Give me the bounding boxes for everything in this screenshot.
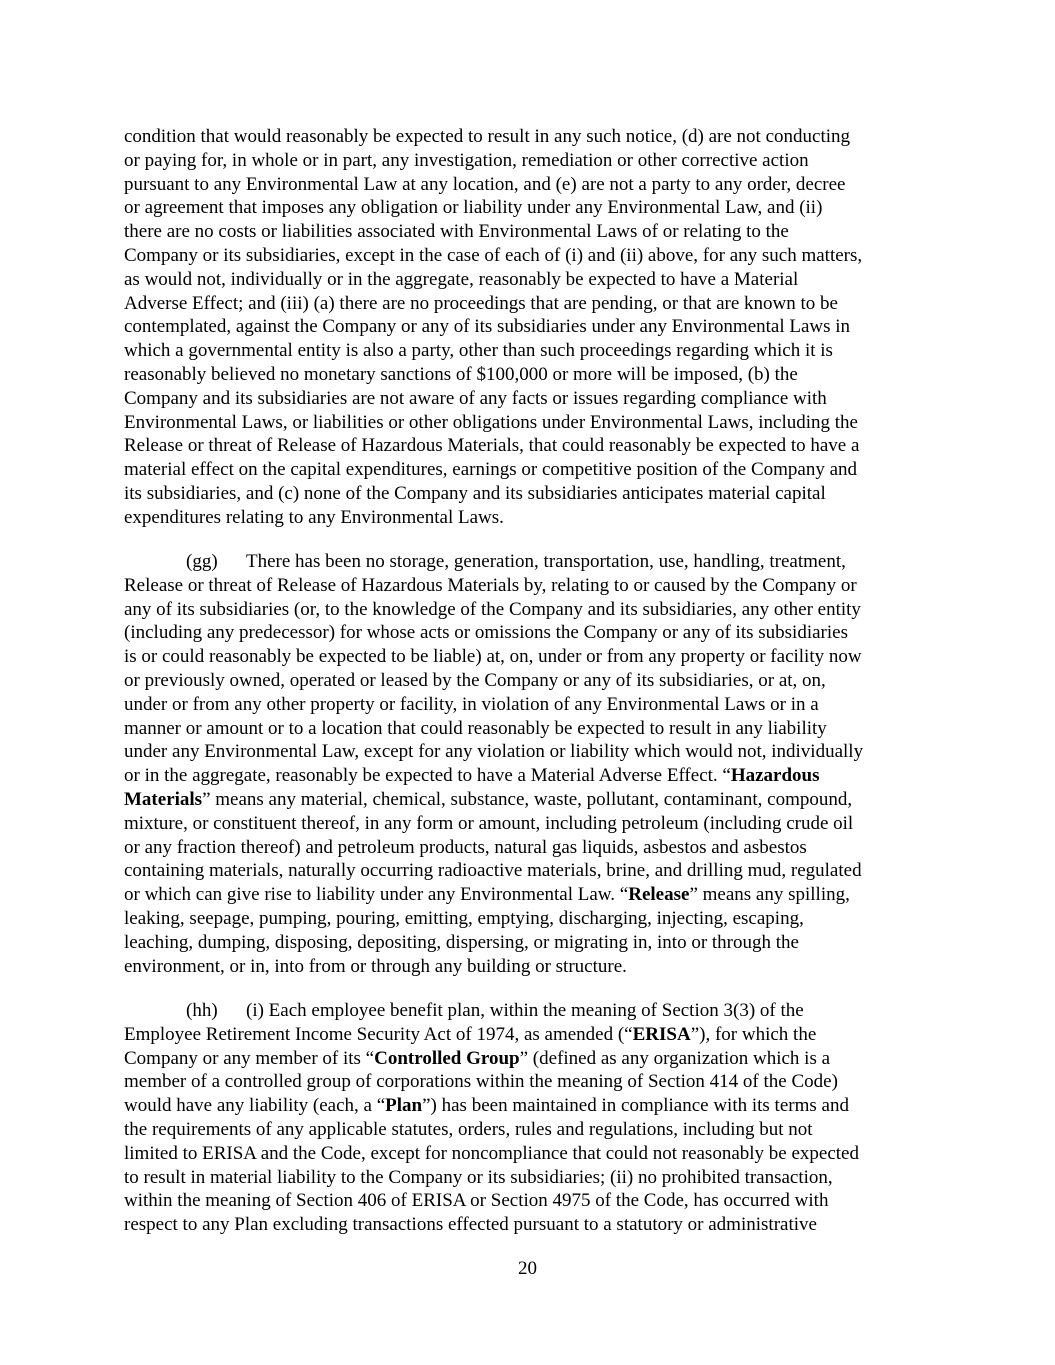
text-line: or any fraction thereof) and petroleum products, natural gas liquids, asbestos and asbestos	[124, 836, 807, 858]
text-line: Release or threat of Release of Hazardous Materials, that could reasonably be expected to have a	[124, 435, 860, 457]
text-line: the requirements of any applicable statutes, orders, rules and regulations, including but not	[124, 1118, 813, 1140]
text-line: Release or threat of Release of Hazardous Materials by, relating to or caused by the Company or	[124, 574, 857, 596]
text-line: limited to ERISA and the Code, except for noncompliance that could not reasonably be expected	[124, 1142, 859, 1164]
text-line: there are no costs or liabilities associated with Environmental Laws of or relating to the	[124, 221, 789, 243]
text-line	[124, 1047, 932, 1071]
text-line: any of its subsidiaries (or, to the knowledge of the Company and its subsidiaries, any other entity	[124, 598, 861, 620]
text-line	[124, 764, 932, 788]
text-line	[124, 999, 932, 1023]
text-line: Environmental Laws, or liabilities or other obligations under Environmental Laws, including the	[124, 411, 858, 433]
text-run: or which can give rise to liability under any Environmental Law. “	[124, 884, 629, 906]
text-line: condition that would reasonably be expected to result in any such notice, (d) are not conducting	[124, 126, 851, 147]
text-line: contemplated, against the Company or any of its subsidiaries under any Environmental Laws in	[124, 316, 851, 338]
paragraph-label: (hh)	[186, 1000, 218, 1021]
text-line: member of a controlled group of corporations within the meaning of Section 414 of the Code)	[124, 1071, 838, 1093]
text-run: or in the aggregate, reasonably be expected to have a Material Adverse Effect. “	[124, 765, 731, 787]
text-line: respect to any Plan excluding transactions effected pursuant to a statutory or administrative	[124, 1214, 817, 1236]
text-line: or previously owned, operated or leased by the Company or any of its subsidiaries, or at, on,	[124, 669, 826, 691]
text-run: ”) has been maintained in compliance with its terms and	[422, 1095, 849, 1117]
paragraph-ff-continuation	[124, 125, 932, 530]
text-line	[124, 1023, 932, 1047]
text-line: expenditures relating to any Environmental Laws.	[124, 506, 504, 528]
text-run: Employee Retirement Income Security Act of 1974, as amended (“	[124, 1023, 633, 1045]
text-line: pursuant to any Environmental Law at any location, and (e) are not a party to any order, decree	[124, 173, 846, 195]
text-run: There has been no storage, generation, transportation, use, handling, treatment,	[246, 551, 846, 572]
text-line: environment, or in, into from or through any building or structure.	[124, 955, 627, 977]
text-line	[124, 550, 932, 574]
text-line: under any Environmental Law, except for any violation or liability which would not, individually	[124, 741, 864, 763]
text-run: ” means any spilling,	[689, 884, 850, 906]
text-line: material effect on the capital expenditures, earnings or competitive position of the Company and	[124, 459, 858, 481]
text-line: or agreement that imposes any obligation or liability under any Environmental Law, and (ii)	[124, 197, 823, 219]
text-line: mixture, or constituent thereof, in any form or amount, including petroleum (including crude oil	[124, 812, 854, 834]
text-line: Company and its subsidiaries are not aware of any facts or issues regarding compliance with	[124, 387, 827, 409]
text-line: within the meaning of Section 406 of ERISA or Section 4975 of the Code, has occurred with	[124, 1190, 829, 1212]
text-line: or paying for, in whole or in part, any investigation, remediation or other corrective action	[124, 149, 809, 171]
defined-term: Controlled Group	[374, 1047, 520, 1069]
text-line: manner or amount or to a location that could reasonably be expected to result in any liability	[124, 717, 827, 739]
text-line: its subsidiaries, and (c) none of the Company and its subsidiaries anticipates material capital	[124, 482, 826, 504]
text-line: (including any predecessor) for whose acts or omissions the Company or any of its subsidiaries	[124, 622, 848, 644]
text-line: leaking, seepage, pumping, pouring, emitting, emptying, discharging, injecting, escaping,	[124, 907, 804, 929]
defined-term: Materials	[124, 788, 203, 810]
paragraph-label: (gg)	[186, 551, 218, 572]
paragraph-hh	[124, 999, 932, 1237]
text-line: to result in material liability to the Company or its subsidiaries; (ii) no prohibited transaction,	[124, 1166, 833, 1188]
text-line	[124, 788, 932, 812]
text-run: would have any liability (each, a “	[124, 1095, 386, 1117]
text-line: under or from any other property or facility, in violation of any Environmental Laws or in a	[124, 693, 819, 715]
page-number: 20	[518, 1258, 537, 1279]
text-line: which a governmental entity is also a party, other than such proceedings regarding which it is	[124, 340, 833, 362]
defined-term: Plan	[385, 1095, 423, 1117]
text-line: leaching, dumping, disposing, depositing, dispersing, or migrating in, into or through the	[124, 931, 799, 953]
text-run: Company or any member of its “	[124, 1047, 375, 1069]
text-line: is or could reasonably be expected to be liable) at, on, under or from any property or facility now	[124, 646, 862, 668]
text-line	[124, 883, 932, 907]
defined-term: Release	[628, 884, 690, 906]
text-line: as would not, individually or in the aggregate, reasonably be expected to have a Material	[124, 268, 799, 290]
text-line: Company or its subsidiaries, except in the case of each of (i) and (ii) above, for any such matters,	[124, 244, 863, 266]
text-line: containing materials, naturally occurring radioactive materials, brine, and drilling mud, regulated	[124, 860, 862, 882]
paragraph-gg	[124, 550, 932, 978]
text-line	[124, 1094, 932, 1118]
defined-term: ERISA	[632, 1023, 691, 1045]
text-run: ” (defined as any organization which is a	[519, 1047, 831, 1069]
text-line: Adverse Effect; and (iii) (a) there are no proceedings that are pending, or that are known to be	[124, 292, 838, 314]
text-run: (i) Each employee benefit plan, within the meaning of Section 3(3) of the	[246, 1000, 804, 1021]
text-run: ” means any material, chemical, substance, waste, pollutant, contaminant, compound,	[202, 788, 853, 810]
text-line: reasonably believed no monetary sanctions of $100,000 or more will be imposed, (b) the	[124, 363, 798, 385]
defined-term: Hazardous	[730, 765, 820, 787]
text-run: ”), for which the	[690, 1023, 817, 1045]
